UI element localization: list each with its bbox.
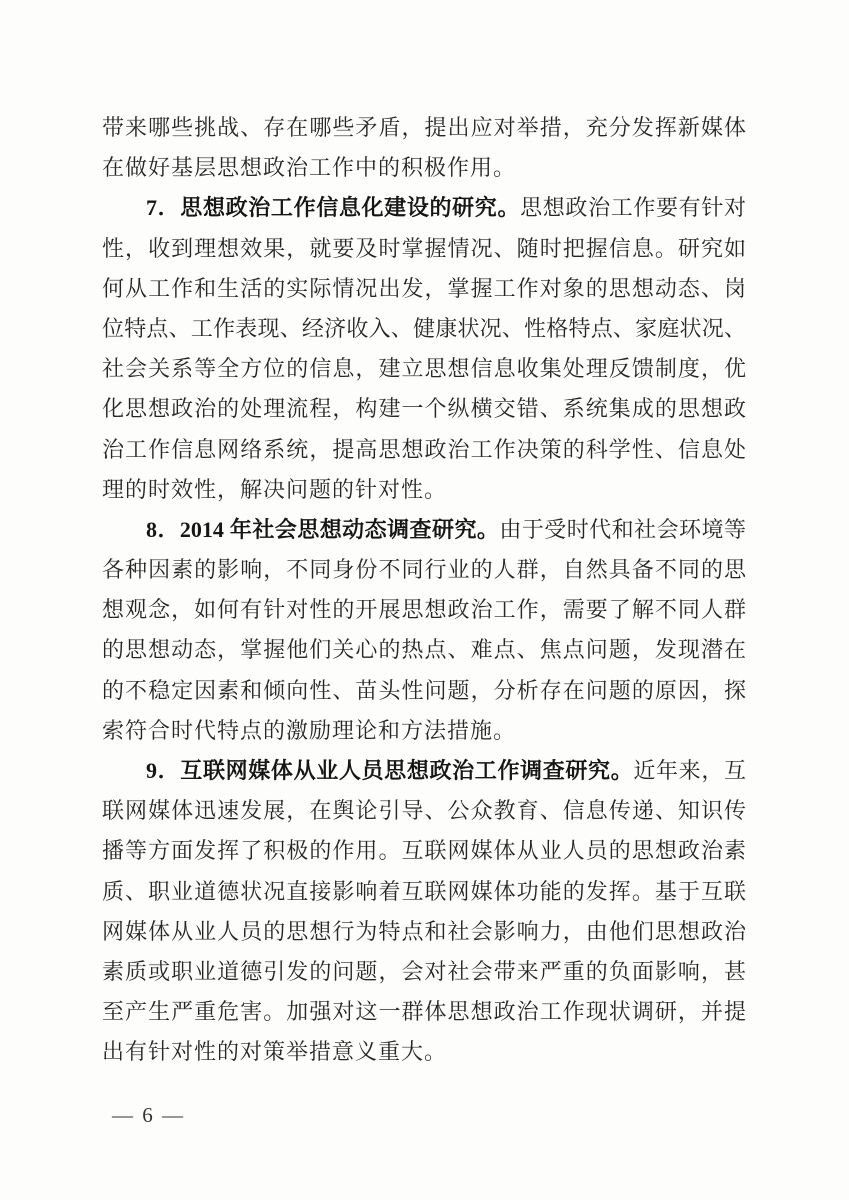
- text-run: 带来哪些挑战、存在哪些矛盾，提出应对举措，充分发挥新媒体: [102, 115, 746, 140]
- paragraph: [102, 751, 746, 1073]
- text-run: 化思想政治的处理流程，构建一个纵横交错、系统集成的思想政: [102, 396, 746, 422]
- text-run: 索符合时代特点的激励理论和方法措施。: [102, 717, 517, 743]
- text-run: 治工作信息网络系统，提高思想政治工作决策的科学性、信息处: [102, 436, 746, 462]
- text-run: 想观念，如何有针对性的开展思想政治工作，需要了解不同人群: [102, 597, 746, 623]
- text-line: [102, 952, 746, 992]
- text-line: [102, 630, 746, 670]
- text-run: 社会关系等全方位的信息，建立思想信息收集处理反馈制度，优: [102, 356, 746, 382]
- text-line: [102, 1032, 746, 1072]
- text-line: [102, 430, 746, 470]
- text-line: [102, 309, 746, 349]
- text-run: 各种因素的影响，不同身份不同行业的人群，自然具备不同的思: [102, 557, 746, 583]
- text-line: [102, 590, 746, 630]
- text-run: 位特点、工作表现、经济收入、健康状况、性格特点、家庭状况、: [102, 315, 746, 341]
- text-line: [102, 751, 746, 791]
- paragraph-lead: 9．互联网媒体从业人员思想政治工作调查研究。: [146, 758, 634, 783]
- text-run: 思想政治工作要有针对: [520, 195, 746, 221]
- text-line: [102, 711, 746, 751]
- text-line: [102, 269, 746, 309]
- paragraph: [102, 108, 746, 188]
- text-line: [102, 389, 746, 429]
- text-run: 近年来，互: [633, 758, 746, 783]
- text-run: 素质或职业道德引发的问题，会对社会带来严重的负面影响，甚: [102, 958, 746, 984]
- text-line: [102, 229, 746, 269]
- document-body: [102, 108, 746, 1073]
- text-line: [102, 791, 746, 831]
- text-line: [102, 872, 746, 912]
- paragraph-lead: 7．思想政治工作信息化建设的研究。: [146, 195, 521, 221]
- text-run: 性，收到理想效果，就要及时掌握情况、随时把握信息。研究如: [102, 235, 746, 261]
- text-line: [102, 148, 746, 188]
- text-line: [102, 108, 746, 148]
- text-run: 的思想动态，掌握他们关心的热点、难点、焦点问题，发现潜在: [102, 637, 746, 663]
- paragraph: [102, 510, 746, 751]
- text-line: [102, 349, 746, 389]
- text-run: 由于受时代和社会环境等: [499, 516, 746, 542]
- text-line: [102, 550, 746, 590]
- text-line: [102, 470, 746, 510]
- paragraph-lead: 8．2014 年社会思想动态调查研究。: [146, 516, 500, 542]
- text-line: [102, 188, 746, 228]
- text-run: 何从工作和生活的实际情况出发，掌握工作对象的思想动态、岗: [102, 275, 746, 301]
- text-run: 联网媒体迅速发展，在舆论引导、公众教育、信息传递、知识传: [102, 798, 746, 824]
- text-line: [102, 992, 746, 1032]
- text-line: [102, 671, 746, 711]
- text-run: 在做好基层思想政治工作中的积极作用。: [102, 155, 517, 181]
- text-run: 至产生严重危害。加强对这一群体思想政治工作现状调研，并提: [102, 999, 746, 1025]
- text-line: [102, 912, 746, 952]
- paragraph: [102, 188, 746, 510]
- page-number: — 6 —: [112, 1103, 185, 1127]
- text-line: [102, 510, 746, 550]
- text-run: 网媒体从业人员的思想行为特点和社会影响力，由他们思想政治: [102, 918, 746, 944]
- text-run: 理的时效性，解决问题的针对性。: [102, 476, 448, 502]
- text-line: [102, 831, 746, 871]
- text-run: 质、职业道德状况直接影响着互联网媒体功能的发挥。基于互联: [102, 878, 746, 904]
- text-run: 的不稳定因素和倾向性、苗头性问题，分析存在问题的原因，探: [102, 677, 746, 703]
- text-run: 播等方面发挥了积极的作用。互联网媒体从业人员的思想政治素: [102, 838, 746, 864]
- text-run: 出有针对性的对策举措意义重大。: [102, 1039, 448, 1065]
